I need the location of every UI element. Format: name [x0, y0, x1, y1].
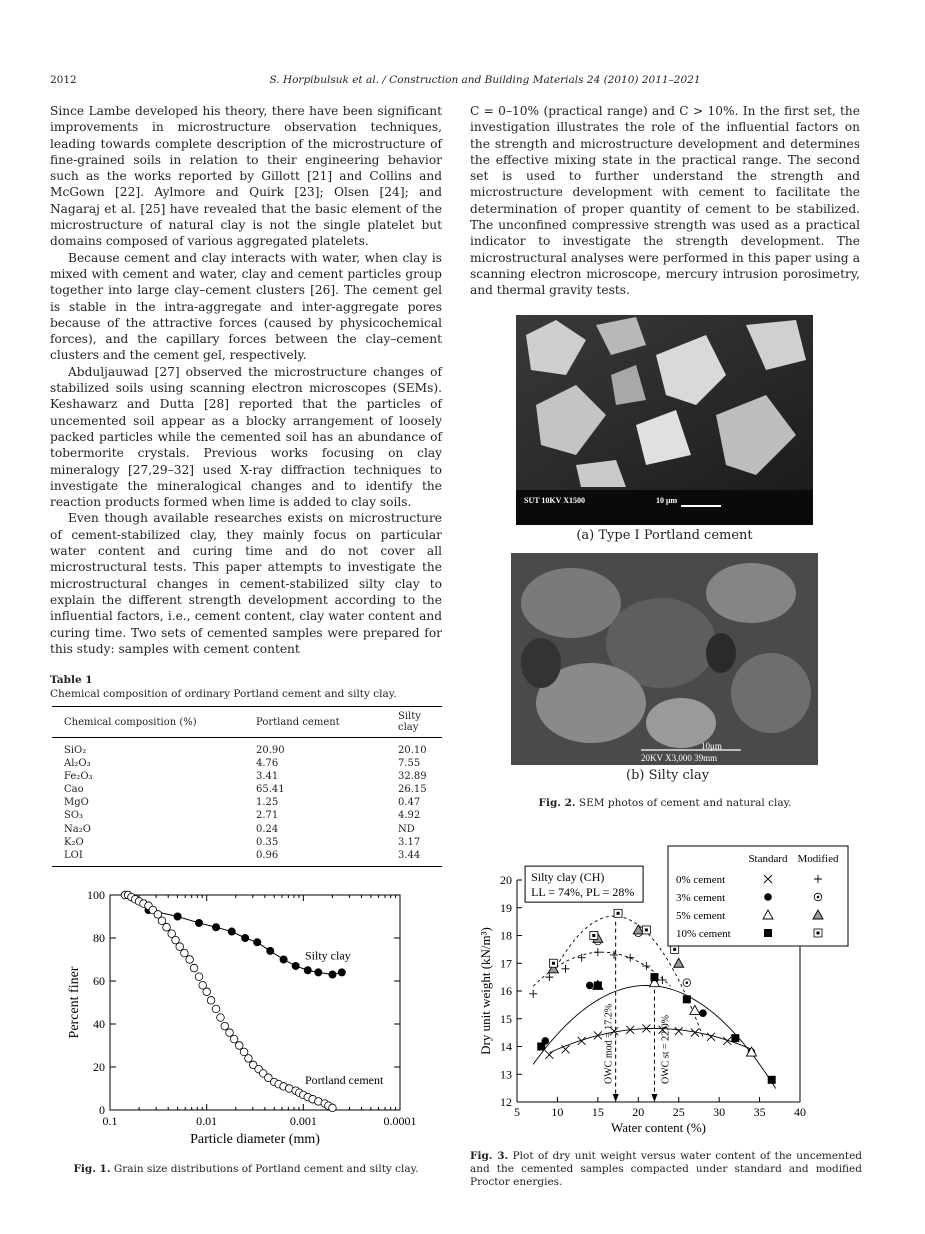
sem-a-info: SUT 10KV X1500	[524, 496, 586, 505]
page-number: 2012	[50, 74, 77, 86]
marker-plus	[659, 976, 667, 984]
marker-filled-square	[768, 1076, 776, 1084]
silty-clay-point	[212, 923, 220, 931]
marker-filled-square	[764, 929, 772, 937]
table-cell: 7.55	[398, 758, 421, 770]
portland-cement-point	[235, 1042, 243, 1050]
y-tick-label: 13	[500, 1067, 512, 1082]
silty-clay-point	[338, 968, 346, 976]
portland-cement-point	[186, 956, 194, 964]
x-tick-label: 0.0001	[383, 1114, 417, 1128]
fig2-caption	[470, 797, 860, 809]
owc-mod-annotation: OWC mod = 17.2%	[603, 1003, 615, 1084]
table-cell: 2.71	[256, 810, 279, 822]
marker-filled-circle	[586, 982, 594, 990]
y-tick-label: 80	[93, 931, 105, 945]
marker-plus	[594, 948, 602, 956]
table-row	[52, 738, 442, 758]
portland-cement-point	[195, 973, 203, 981]
sem-image-silty-clay	[511, 553, 818, 765]
x-axis-label: Particle diameter (mm)	[190, 1132, 320, 1147]
sem-a-label: (a) Type I Portland cement	[576, 528, 753, 543]
marker-hatched-triangle	[674, 958, 684, 967]
marker-square-dot	[817, 932, 820, 935]
sem-b-label: (b) Silty clay	[626, 768, 710, 783]
table-cell: 3.17	[398, 836, 421, 848]
silty-clay-label: Silty clay	[305, 948, 351, 963]
table-cell: 20.90	[256, 745, 285, 756]
sem-a-scale: 10 μm	[656, 496, 678, 505]
table-cell: Na₂O	[64, 823, 91, 835]
x-axis-label: Water content (%)	[611, 1120, 706, 1135]
marker-dot	[686, 981, 689, 984]
y-axis-label: Percent finer	[67, 966, 82, 1039]
marker-plus	[642, 962, 650, 970]
owc-mod-arrow	[613, 1094, 619, 1102]
portland-cement-point	[230, 1035, 238, 1043]
marker-filled-square	[683, 995, 691, 1003]
table-cell: SiO₂	[64, 745, 87, 756]
x-tick-label: 0.1	[102, 1114, 118, 1128]
silty-clay-point	[228, 928, 236, 936]
sem-photo-cement	[516, 315, 813, 525]
fig1-caption-text: Grain size distributions of Portland cement and silty clay.	[113, 1163, 419, 1175]
table-header-row	[52, 707, 442, 738]
marker-plus	[562, 965, 570, 973]
table-cell: ND	[398, 823, 415, 835]
y-tick-label: 18	[500, 928, 512, 943]
marker-square-dot	[673, 948, 676, 951]
table-cell: 1.25	[256, 797, 279, 809]
paragraph: Because cement and clay interacts with water, when clay is mixed with cement and water, clay and cement particles group together into large clay–cement clusters [26]. The cement gel is stable in the intra-aggregate and inter-aggregate pores because of the attractive forces (caused by physicochemical forces), and the capillary forces between the clay–cement clusters and the cement gel, respectively.	[50, 250, 442, 363]
portland-cement-point	[163, 923, 171, 931]
marker-plus	[545, 973, 553, 981]
silty-clay-point	[266, 947, 274, 955]
marker-hatched-triangle	[633, 925, 643, 934]
table-cell: SO₃	[64, 810, 84, 822]
marker-dot	[817, 896, 820, 899]
marker-square-dot	[552, 962, 555, 965]
silty-clay-point	[280, 956, 288, 964]
table-cell: 32.89	[398, 771, 427, 783]
marker-filled-square	[650, 973, 658, 981]
marker-filled-square	[594, 981, 602, 989]
y-tick-label: 14	[500, 1039, 512, 1054]
portland-cement-label: Portland cement	[305, 1073, 384, 1088]
portland-cement-point	[176, 943, 184, 951]
table-row	[52, 836, 442, 849]
silty-clay-point	[314, 968, 322, 976]
marker-x	[594, 1031, 602, 1039]
table-row	[52, 823, 442, 836]
silty-clay-point	[195, 919, 203, 927]
silty-clay-point	[253, 938, 261, 946]
legend-header: Standard	[748, 853, 788, 865]
silty-clay-point	[174, 913, 182, 921]
sem-image-portland-cement	[516, 315, 813, 525]
marker-x	[675, 1027, 683, 1035]
table-row	[52, 809, 442, 822]
x-tick-label: 30	[713, 1105, 726, 1119]
x-tick-label: 15	[591, 1105, 604, 1119]
table-cell: MgO	[64, 797, 89, 809]
y-tick-label: 100	[87, 888, 105, 902]
portland-cement-point	[217, 1014, 225, 1022]
marker-square-dot	[592, 934, 595, 937]
marker-filled-square	[731, 1034, 739, 1042]
y-tick-label: 17	[500, 956, 512, 971]
y-tick-label: 20	[500, 873, 512, 887]
table-cell: 4.76	[256, 758, 279, 770]
portland-cement-point	[207, 997, 215, 1005]
table-row	[52, 770, 442, 783]
fig1-grain-size-chart	[60, 880, 440, 1150]
legend-row-label: 10% cement	[676, 928, 731, 940]
portland-cement-point	[212, 1005, 220, 1013]
portland-cement-point	[158, 917, 166, 925]
sem-b-info: 20KV X3,000 39mm	[641, 753, 718, 763]
fig3-caption-label: Fig. 3.	[470, 1150, 509, 1162]
marker-filled-circle	[699, 1009, 707, 1017]
marker-x	[562, 1045, 570, 1053]
portland-cement-point	[181, 949, 189, 957]
table-cell: 65.41	[256, 784, 285, 796]
table-label: Table 1	[50, 674, 93, 686]
y-tick-label: 15	[500, 1011, 512, 1026]
column-header: Silty clay	[386, 707, 442, 738]
table-cell: Fe₂O₃	[64, 771, 93, 783]
info-box-line: Silty clay (CH)	[531, 870, 605, 885]
y-tick-label: 60	[93, 974, 105, 988]
table-cell: 0.24	[256, 823, 279, 835]
marker-plus	[578, 954, 586, 962]
paragraph: Even though available researches exists on microstructure of cement-stabilized clay, they mainly focus on particular water content and curing time and do not cover all microstructural tests. This paper attempts to investigate the microstructural changes in cement-stabilized silty clay to explain the different strength development according to the influential factors, i.e., cement content, clay water content and curing time. Two sets of cemented samples were prepared for this study: samples with cement content	[50, 511, 442, 656]
legend-row-label: 0% cement	[676, 874, 726, 886]
right-column-text	[470, 103, 860, 299]
y-tick-label: 40	[93, 1017, 105, 1031]
silty-clay-point	[328, 971, 336, 979]
marker-x	[707, 1033, 715, 1041]
sem-b-scale: 10μm	[701, 741, 722, 751]
table-cell: LOI	[52, 849, 244, 867]
marker-x	[545, 1051, 553, 1059]
x-tick-label: 35	[753, 1105, 766, 1119]
silty-clay-point	[292, 962, 300, 970]
fig2-caption-label: Fig. 2.	[538, 797, 576, 809]
table-cell: 0.35	[256, 836, 279, 848]
legend-row-label: 5% cement	[676, 910, 726, 922]
fig1-caption	[50, 1163, 442, 1175]
y-tick-label: 0	[99, 1103, 105, 1117]
marker-plus	[529, 990, 537, 998]
portland-cement-point	[221, 1022, 229, 1030]
silty-clay-point	[304, 966, 312, 974]
y-tick-label: 19	[500, 900, 512, 915]
table-cell: 0.47	[398, 797, 421, 809]
portland-cement-point	[190, 964, 198, 972]
y-tick-label: 16	[500, 984, 512, 998]
marker-plus	[610, 951, 618, 959]
portland-cement-point	[226, 1029, 234, 1037]
x-tick-label: 40	[794, 1105, 806, 1119]
paragraph: Abduljauwad [27] observed the microstructure changes of stabilized soils using scanning electron microscopes (SEMs). Keshawarz and Dutta [28] reported that the particles of uncemented soil appear as a blocky arrangement of loosely packed particles while the cemented soil has an abundance of tobermorite crystals. Previous works focusing on clay mineralogy [27,29–32] used X-ray diffraction techniques to investigate the mineralogical changes and to identify the reaction products formed when lime is added to clay soils.	[50, 364, 442, 510]
portland-cement-point	[245, 1055, 253, 1063]
table-cell: 26.15	[398, 784, 427, 796]
table-cell: Cao	[64, 784, 84, 796]
table-cell: 20.10	[398, 745, 427, 756]
x-tick-label: 0.001	[289, 1114, 317, 1128]
chemical-composition-table	[52, 706, 442, 867]
x-tick-label: 25	[672, 1105, 685, 1119]
table-cell: 3.41	[256, 771, 279, 783]
y-tick-label: 12	[500, 1095, 512, 1109]
x-tick-label: 0.01	[196, 1114, 218, 1128]
paragraph: C = 0–10% (practical range) and C > 10%. In the first set, the investigation illustrates the role of the influential factors on the strength and microstructure development and determines the effective mixing state in the practical range. The second set is used to further understand the strength and microstructure development with cement to facilitate the determination of proper quantity of cement to be stabilized. The unconfined compressive strength was used as a practical indicator to investigate the strength development. The microstructural analyses were performed in this paper using a scanning electron microscope, mercury intrusion porosimetry, and thermal gravity tests.	[470, 104, 860, 298]
portland-cement-point	[329, 1104, 337, 1112]
fig3-caption-text: Plot of dry unit weight versus water content of the uncemented and the cemented samples compacted under standard and modified Proctor energies.	[470, 1150, 862, 1188]
legend-row-label: 3% cement	[676, 892, 726, 904]
table-cell: 0.96	[244, 849, 386, 867]
y-tick-label: 20	[93, 1060, 105, 1074]
left-column-text	[50, 103, 442, 657]
owc-st-annotation: OWC st = 22.0%	[660, 1015, 672, 1084]
table-cell: K₂O	[64, 836, 84, 848]
fig1-caption-label: Fig. 1.	[73, 1163, 111, 1175]
owc-st-arrow	[651, 1094, 657, 1102]
x-tick-label: 10	[551, 1105, 564, 1119]
table-row	[52, 796, 442, 809]
table-cell: Al₂O₃	[64, 758, 91, 770]
fig3-compaction-chart	[470, 840, 860, 1140]
table-caption: Chemical composition of ordinary Portland cement and silty clay.	[50, 688, 397, 700]
table-cell: 3.44	[386, 849, 442, 867]
marker-square-dot	[645, 928, 648, 931]
silty-clay-point	[241, 934, 249, 942]
marker-filled-square	[537, 1043, 545, 1051]
fig2-caption-text: SEM photos of cement and natural clay.	[578, 797, 792, 809]
y-axis-label: Dry unit weight (kN/m³)	[478, 927, 493, 1055]
portland-cement-point	[203, 988, 211, 996]
marker-filled-circle	[764, 893, 772, 901]
legend-header: Modified	[797, 853, 839, 865]
table-row	[52, 849, 442, 867]
marker-square-dot	[617, 912, 620, 915]
table-row	[52, 757, 442, 770]
column-header: Portland cement	[244, 707, 386, 738]
table-row	[52, 783, 442, 796]
column-header: Chemical composition (%)	[52, 707, 244, 738]
running-title: S. Horpibulsuk et al. / Construction and Building Materials 24 (2010) 2011–2021	[269, 74, 701, 86]
info-box-line: LL = 74%, PL = 28%	[531, 885, 635, 900]
x-tick-label: 5	[514, 1105, 520, 1119]
table-cell: 4.92	[398, 810, 421, 822]
marker-plus	[626, 954, 634, 962]
standard-cemented-curve	[533, 985, 776, 1088]
sem-photo-clay	[511, 553, 818, 765]
paragraph: Since Lambe developed his theory, there have been significant improvements in microstructure observation techniques, leading towards complete description of the microstructure of fine-grained soils in relation to their engineering behavior such as the works reported by Gillott [21] and Collins and McGown [22]. Aylmore and Quirk [23]; Olsen [24]; and Nagaraj et al. [25] have revealed that the basic element of the microstructure of natural clay is not the single platelet but domains composed of various aggregated platelets.	[50, 104, 442, 249]
x-tick-label: 20	[632, 1105, 645, 1119]
fig3-caption	[470, 1150, 862, 1189]
